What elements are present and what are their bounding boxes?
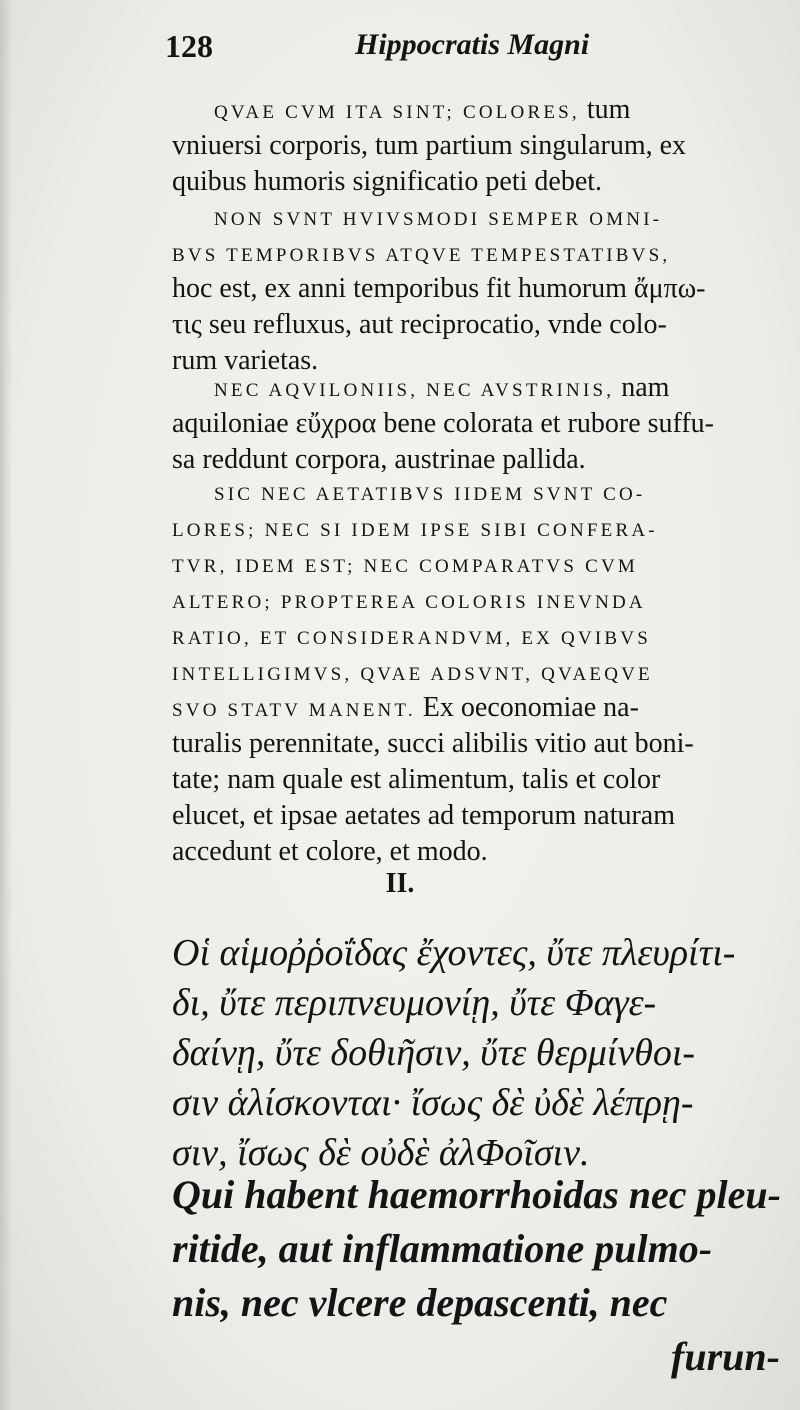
greek-aphorism	[172, 928, 780, 1178]
text-line	[172, 546, 780, 582]
text-line	[172, 128, 780, 164]
running-head: Hippocratis Magni	[355, 28, 590, 61]
text-line	[172, 235, 780, 271]
greek-line: δι, ὔτε περιπνευμονίῃ, ὔτε Φαγε-	[172, 982, 657, 1024]
small-caps-text: RATIO, ET CONSIDERANDVM, EX QVIBVS	[172, 628, 651, 649]
small-caps-text: TVR, IDEM EST; NEC COMPARATVS CVM	[172, 556, 638, 577]
line-text: τις seu refluxus, aut reciprocatio, vnde colo-	[172, 309, 667, 340]
line-text: accedunt et colore, et modo.	[172, 836, 488, 867]
line-text: elucet, et ipsae aetates ad temporum naturam	[172, 800, 676, 831]
text-line	[172, 834, 780, 870]
section-number: II.	[385, 868, 415, 899]
line-text: aquiloniae εὔχροα bene colorata et rubore suffu-	[172, 408, 714, 439]
line-text: Ex oeconomiae na-	[415, 692, 639, 723]
latin-line: Qui habent haemorrhoidas nec pleu-	[172, 1172, 781, 1217]
text-line	[172, 164, 780, 200]
page-edge-shadow	[0, 0, 12, 1410]
small-caps-text: SVO STATV MANENT.	[172, 700, 416, 721]
page-number: 128	[165, 28, 213, 64]
line-text: hoc est, ex anni temporibus fit humorum ἄμπω-	[172, 273, 706, 304]
small-caps-text: NEC AQVILONIIS, NEC AVSTRINIS,	[214, 380, 615, 401]
line-text: tate; nam quale est alimentum, talis et color	[172, 764, 661, 795]
small-caps-text: BVS TEMPORIBVS ATQVE TEMPESTATIBVS,	[172, 245, 671, 266]
greek-line: δαίνῃ, ὔτε δοθιῆσιν, ὔτε θερμίνθοι-	[172, 1032, 696, 1074]
text-line	[172, 690, 780, 726]
text-line	[172, 474, 780, 510]
text-line	[172, 798, 780, 834]
line-text: tum	[579, 94, 631, 125]
text-line	[172, 510, 780, 546]
small-caps-text: SIC NEC AETATIBVS IIDEM SVNT CO-	[214, 484, 646, 505]
text-line	[172, 582, 780, 618]
text-line	[172, 92, 780, 128]
line-text: sa reddunt corpora, austrinae pallida.	[172, 444, 586, 475]
text-line	[172, 199, 780, 235]
line-text: nam	[614, 372, 670, 403]
page-header	[165, 28, 765, 68]
latin-line: ritide, aut inflammatione pulmo-	[172, 1226, 713, 1271]
small-caps-text: QVAE CVM ITA SINT; COLORES,	[214, 102, 580, 123]
text-line	[172, 370, 780, 406]
small-caps-text: NON SVNT HVIVSMODI SEMPER OMNI-	[214, 209, 663, 230]
small-caps-text: ALTERO; PROPTEREA COLORIS INEVNDA	[172, 592, 646, 613]
greek-line: Οἱ αἱμοῤῥοΐδας ἔχοντες, ὔτε πλευρίτι-	[172, 932, 736, 974]
line-text: turalis perennitate, succi alibilis vitio aut boni-	[172, 728, 694, 759]
text-line	[172, 271, 780, 307]
latin-line: nis, nec vlcere depascenti, nec	[172, 1280, 668, 1325]
paragraph-1	[172, 92, 780, 200]
text-line	[172, 442, 780, 478]
greek-line: σιν, ἴσως δὲ οὐδὲ ἀλΦοῖσιν.	[172, 1132, 590, 1174]
text-line	[172, 726, 780, 762]
small-caps-text: INTELLIGIMVS, QVAE ADSVNT, QVAEQVE	[172, 664, 653, 685]
paragraph-3	[172, 370, 780, 478]
small-caps-text: LORES; NEC SI IDEM IPSE SIBI CONFERA-	[172, 520, 658, 541]
latin-translation	[172, 1168, 780, 1384]
paragraph-2	[172, 199, 780, 379]
line-text: rum varietas.	[172, 345, 319, 376]
line-text: vniuersi corporis, tum partium singularum, ex	[172, 130, 687, 161]
paragraph-4	[172, 474, 780, 870]
catchword: furun-	[671, 1334, 780, 1379]
text-line	[172, 762, 780, 798]
text-line	[172, 406, 780, 442]
text-line	[172, 654, 780, 690]
greek-line: σιν ἁλίσκονται· ἴσως δὲ ὐδὲ λέπρῃ-	[172, 1082, 694, 1124]
text-line	[172, 307, 780, 343]
text-line	[172, 618, 780, 654]
line-text: quibus humoris significatio peti debet.	[172, 166, 603, 197]
